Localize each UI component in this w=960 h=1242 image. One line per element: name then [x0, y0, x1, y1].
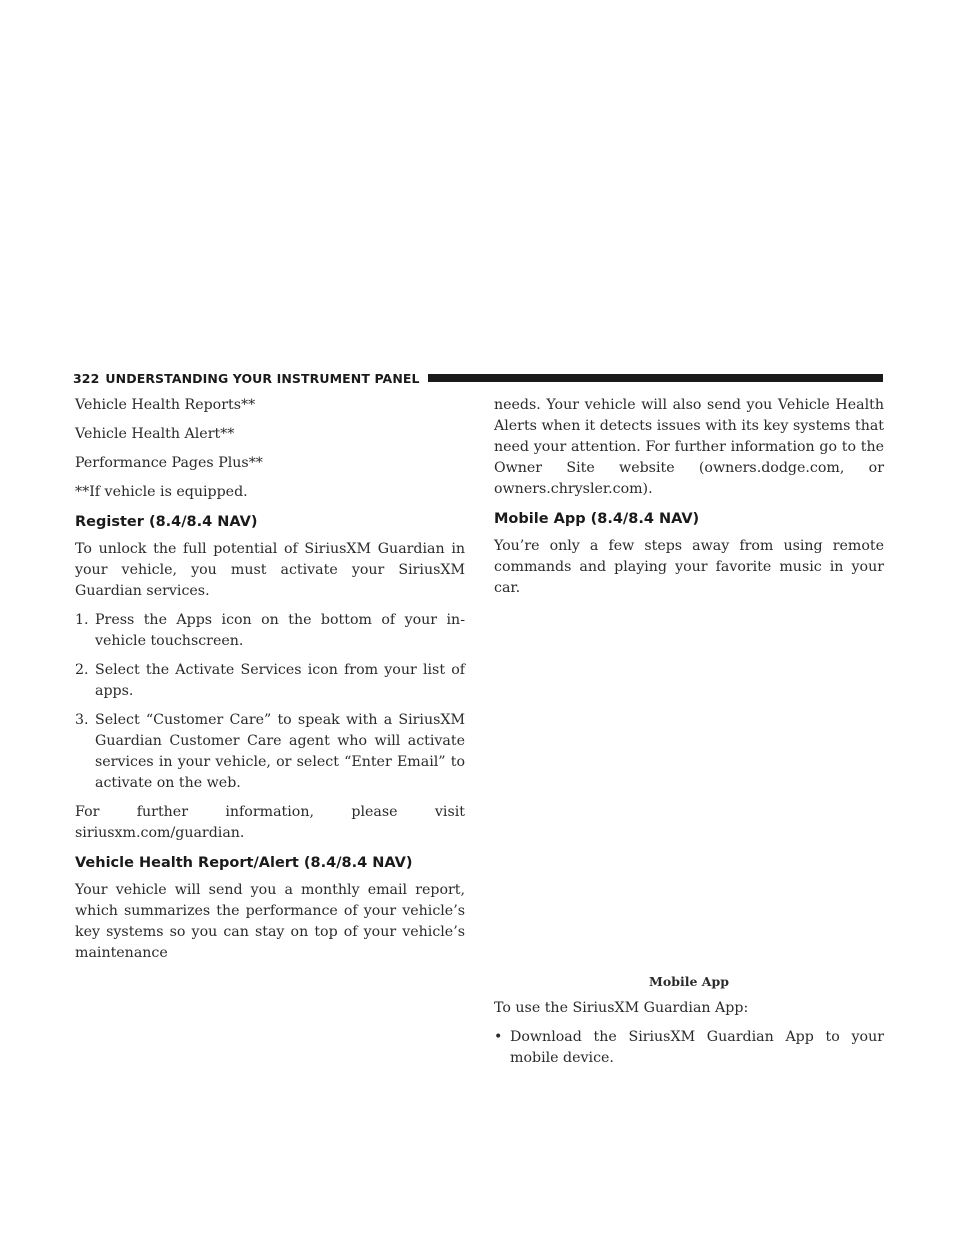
health-text: Your vehicle will send you a monthly email report, which summarizes the performance of your vehicle’s key systems so you can stay on top of your vehicle’s maintenance: [75, 882, 465, 961]
mobile-heading: Mobile App (8.4/8.4 NAV): [494, 511, 700, 527]
mobile-app-figure: [494, 607, 884, 971]
list-text: Press the Apps icon on the bottom of your in-vehicle touchscreen.: [95, 612, 465, 649]
header-rule: [428, 374, 883, 382]
mobile-text: You’re only a few steps away from using remote commands and playing your favorite music in your car.: [494, 538, 884, 596]
section-title: UNDERSTANDING YOUR INSTRUMENT PANEL: [105, 370, 420, 386]
list-item: [75, 610, 465, 652]
list-text: Download the SiriusXM Guardian App to your mobile device.: [510, 1029, 884, 1066]
register-intro: To unlock the full potential of SiriusXM Guardian in your vehicle, you must activate your SiriusXM Guardian services.: [75, 541, 465, 599]
bullet-mark: •: [494, 1029, 503, 1045]
page-number: 322: [73, 370, 100, 386]
list-number: 1.: [75, 612, 89, 628]
list-number: 3.: [75, 712, 89, 728]
further-info: For further information, please visit siriusxm.com/guardian.: [75, 804, 465, 841]
list-item: [75, 660, 465, 702]
list-text: Select “Customer Care” to speak with a SiriusXM Guardian Customer Care agent who will activate services in your vehicle, or select “Enter Email” to activate on the web.: [95, 712, 465, 791]
health-heading: Vehicle Health Report/Alert (8.4/8.4 NAV): [75, 855, 413, 871]
list-number: 2.: [75, 662, 89, 678]
register-heading: Register (8.4/8.4 NAV): [75, 514, 258, 530]
right-column: [494, 395, 884, 1077]
feature-item: Performance Pages Plus**: [75, 455, 263, 471]
list-item: [494, 1027, 884, 1069]
list-text: Select the Activate Services icon from your list of apps.: [95, 662, 465, 699]
equipped-note: **If vehicle is equipped.: [75, 484, 248, 500]
health-continued: needs. Your vehicle will also send you Vehicle Health Alerts when it detects issues with its key systems that need your attention. For further information go to the Owner Site website (owners.dodge.com, or owners.chrysler.com).: [494, 397, 884, 497]
use-intro: To use the SiriusXM Guardian App:: [494, 1000, 749, 1016]
feature-item: Vehicle Health Alert**: [75, 426, 235, 442]
left-column: [75, 395, 465, 972]
feature-item: Vehicle Health Reports**: [75, 397, 256, 413]
page-header: [73, 370, 883, 386]
figure-caption: Mobile App: [649, 974, 729, 989]
list-item: [75, 710, 465, 794]
